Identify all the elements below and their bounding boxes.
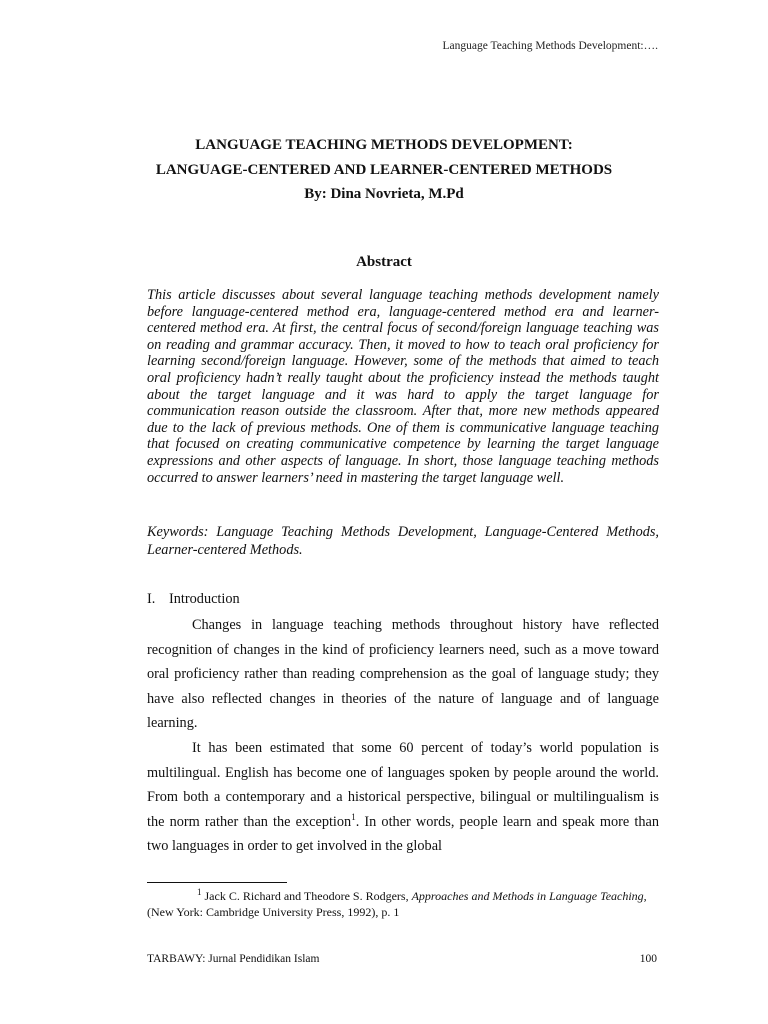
- footnote-publication: (New York: Cambridge University Press, 1992), p. 1: [147, 905, 400, 919]
- article-title-line-2: LANGUAGE-CENTERED AND LEARNER-CENTERED METHODS: [155, 161, 613, 178]
- footnote-marker: 1: [197, 887, 202, 897]
- footnote-authors: Jack C. Richard and Theodore S. Rodgers,: [201, 889, 412, 903]
- body-paragraph-1: Changes in language teaching methods throughout history have reflected recognition of changes in the kind of proficiency learners need, such as a move toward oral proficiency rather than reading comprehension as the goal of language study; they have also reflected changes in theories of the nature of language and of language learning.: [147, 617, 659, 732]
- footnote-reference[interactable]: 1: [351, 811, 356, 822]
- abstract-text: This article discusses about several language teaching methods development namely before language-centered method era, language-centered method era and learner-centered method era. At first, the central focus of second/foreign language teaching was on reading and grammar accuracy. Then, it moved to how to teach oral proficiency for learning second/foreign language. However, some of the methods that aimed to teach oral proficiency hadn’t really taught about the proficiency instead the methods taught about the target language and it was hard to apply the target language for communication reason outside the classroom. After that, more new methods appeared due to the lack of previous methods. One of them is communicative language teaching that focused on creating communicative competence by learning the target language expressions and other aspects of language. In short, those language teaching methods occurred to answer learners’ need in mastering the target language well.: [147, 287, 659, 486]
- body-paragraph-2: [147, 736, 659, 859]
- body-text: [147, 613, 659, 859]
- article-title-block: [0, 133, 768, 207]
- footnote: [147, 888, 659, 920]
- section-heading: [147, 591, 240, 608]
- abstract-heading: Abstract: [356, 254, 412, 270]
- author-byline: By: Dina Novrieta, M.Pd: [304, 186, 464, 202]
- running-header: Language Teaching Methods Development:….: [442, 40, 658, 52]
- article-title-line-1: LANGUAGE TEACHING METHODS DEVELOPMENT:: [195, 137, 573, 153]
- keywords: Keywords: Language Teaching Methods Development, Language-Centered Methods, Learner-centered Methods.: [147, 524, 659, 558]
- footnote-divider: [147, 882, 287, 883]
- body-paragraph-2-text: It has been estimated that some 60 percent of today’s world population is multilingual. English has become one of languages spoken by people around the world. From both a contemporary and a historical perspective, bilingual or multilingualism is the norm rather than the exception: [147, 739, 659, 830]
- footer-page-number: 100: [639, 953, 657, 965]
- section-title: Introduction: [169, 591, 240, 607]
- section-number: I.: [147, 591, 156, 607]
- footnote-book-title: Approaches and Methods in Language Teaching,: [411, 889, 647, 903]
- footer-journal-name: TARBAWY: Jurnal Pendidikan Islam: [147, 953, 320, 965]
- body-paragraph-2-continued: . In other words, people learn and speak more than two languages in order to get involved in the global: [147, 813, 659, 855]
